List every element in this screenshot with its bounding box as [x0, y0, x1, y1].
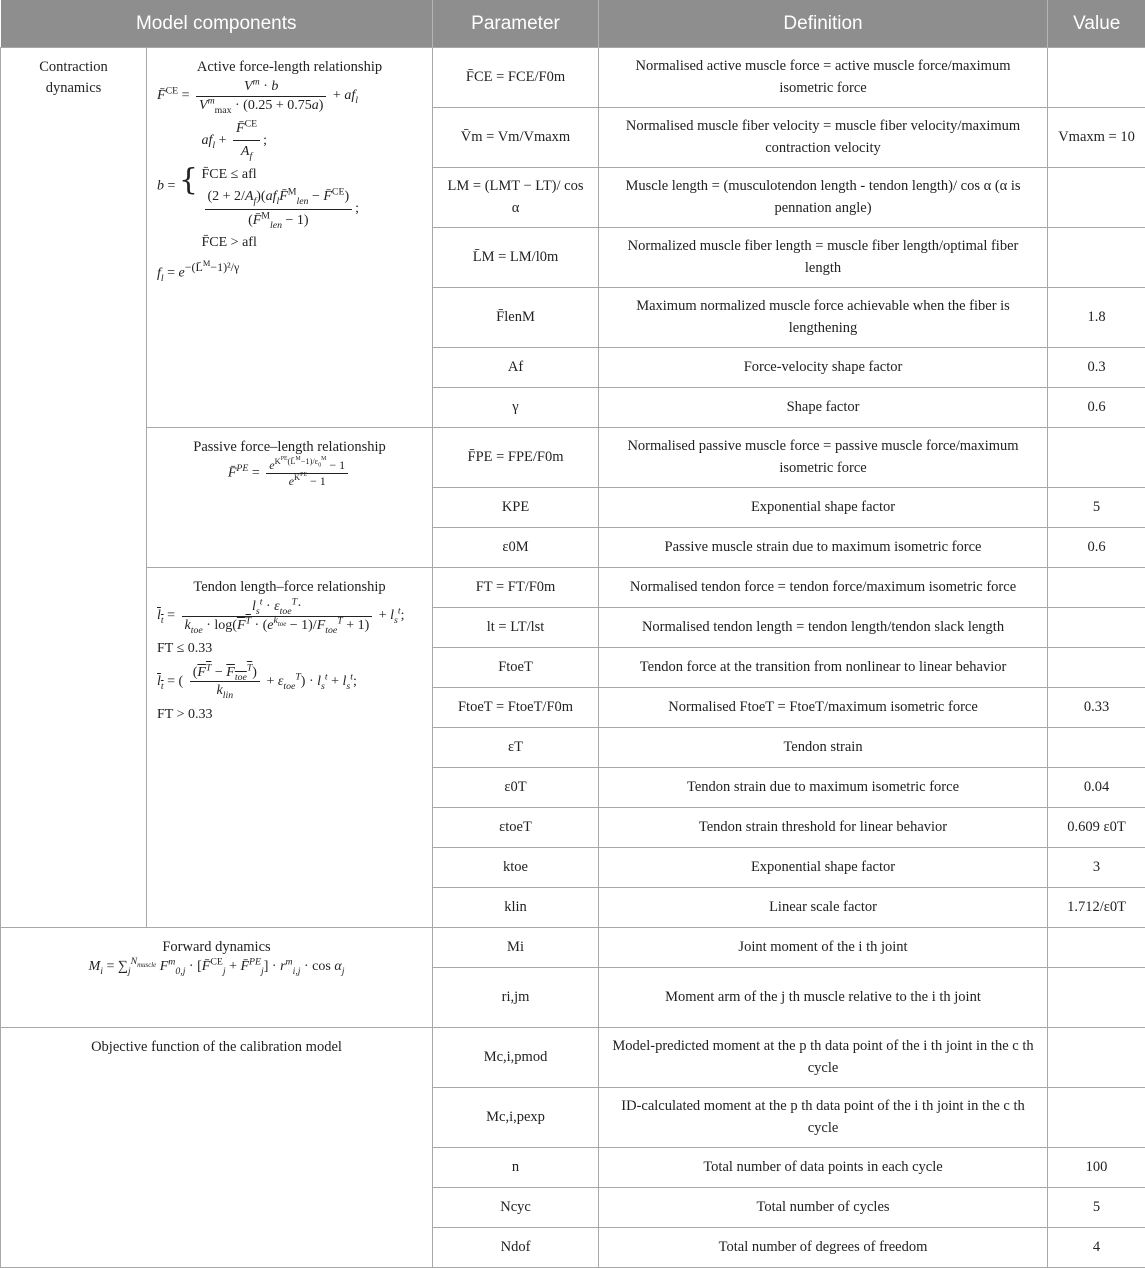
param-cell: ε0M [433, 528, 599, 568]
active-force-length-cell [147, 48, 433, 428]
table-row [1, 1028, 1145, 1088]
value-cell: 5 [1048, 1188, 1145, 1228]
passive-force-length-title: Passive force–length relationship [157, 437, 422, 458]
value-cell [1048, 968, 1145, 1028]
definition-cell: Normalised passive muscle force = passive muscle force/maximum isometric force [599, 428, 1048, 488]
active-force-length-title: Active force-length relationship [157, 57, 422, 78]
definition-cell: Tendon strain threshold for linear behavior [599, 808, 1048, 848]
param-cell: FT = FT/F0m [433, 568, 599, 608]
passive-force-equation: F̄$^{PE}$ = $\frac{e^{K^{PE}(L̄^M-1)/\varepsilon_0^M} - 1}{e^{K^{PE}} - 1}$ [157, 458, 422, 489]
header-parameter: Parameter [433, 0, 599, 48]
value-cell: 0.04 [1048, 768, 1145, 808]
passive-force-length-cell [147, 428, 433, 568]
definition-cell: Passive muscle strain due to maximum isometric force [599, 528, 1048, 568]
value-cell [1048, 1088, 1145, 1148]
cond-fce-gt: F̄CE > afl [202, 232, 360, 254]
definition-cell: Total number of cycles [599, 1188, 1048, 1228]
param-cell: KPE [433, 488, 599, 528]
param-cell: V̄m = Vm/Vmaxm [433, 108, 599, 168]
table-row [1, 48, 1145, 108]
fl-equation: $f_l = e^{-(L̄^M-1)^2/\gamma}$ [157, 264, 422, 282]
param-cell: Ndof [433, 1228, 599, 1268]
param-cell: L̄M = LM/l0m [433, 228, 599, 288]
value-cell: 3 [1048, 848, 1145, 888]
definition-cell: Tendon force at the transition from nonlinear to linear behavior [599, 648, 1048, 688]
param-cell: FtoeT = FtoeT/F0m [433, 688, 599, 728]
param-cell: F̄CE = FCE/F0m [433, 48, 599, 108]
definition-cell: Tendon strain [599, 728, 1048, 768]
value-cell [1048, 608, 1145, 648]
header-row [1, 0, 1145, 48]
value-cell: 0.609 ε0T [1048, 808, 1145, 848]
definition-cell: Normalised muscle fiber velocity = muscle fiber velocity/maximum contraction velocity [599, 108, 1048, 168]
value-cell: 0.33 [1048, 688, 1145, 728]
param-cell: Ncyc [433, 1188, 599, 1228]
b-piecewise-equation: b = { $af_l$ + $\frac{F̄^{CE}}{A_f}$ ; F̄CE ≤ afl $\frac{(2 + 2/A_f)(af_lF̄^M_{len} - F̄^{CE})}{(F̄^M_{len} - 1)}$ ; F̄CE > afl [157, 118, 422, 254]
definition-cell: Maximum normalized muscle force achievable when the fiber is lengthening [599, 288, 1048, 348]
param-cell: Mc,i,pmod [433, 1028, 599, 1088]
definition-cell: Moment arm of the j th muscle relative to the i th joint [599, 968, 1048, 1028]
value-cell [1048, 228, 1145, 288]
value-cell [1048, 48, 1145, 108]
definition-cell: Force-velocity shape factor [599, 348, 1048, 388]
tendon-length-force-title: Tendon length–force relationship [157, 577, 422, 598]
definition-cell: Exponential shape factor [599, 848, 1048, 888]
value-cell [1048, 168, 1145, 228]
param-cell: γ [433, 388, 599, 428]
definition-cell: Normalised tendon length = tendon length/tendon slack length [599, 608, 1048, 648]
definition-cell: Shape factor [599, 388, 1048, 428]
value-cell: 4 [1048, 1228, 1145, 1268]
value-cell: 0.6 [1048, 528, 1145, 568]
definition-cell: Normalised tendon force = tendon force/maximum isometric force [599, 568, 1048, 608]
param-cell: F̄lenM [433, 288, 599, 348]
param-cell: Mc,i,pexp [433, 1088, 599, 1148]
param-cell: klin [433, 888, 599, 928]
definition-cell: Normalized muscle fiber length = muscle fiber length/optimal fiber length [599, 228, 1048, 288]
definition-cell: Model-predicted moment at the p th data point of the i th joint in the c th cycle [599, 1028, 1048, 1088]
cond-ft-gt: FT > 0.33 [157, 706, 422, 724]
objective-function-label: Objective function of the calibration model [1, 1028, 433, 1268]
definition-cell: Exponential shape factor [599, 488, 1048, 528]
value-cell: Vmaxm = 10 [1048, 108, 1145, 168]
value-cell: 0.6 [1048, 388, 1145, 428]
value-cell: 5 [1048, 488, 1145, 528]
param-cell: Mi [433, 928, 599, 968]
param-cell: LM = (LMT − LT)/ cos α [433, 168, 599, 228]
definition-cell: ID-calculated moment at the p th data point of the i th joint in the c th cycle [599, 1088, 1048, 1148]
definition-cell: Total number of degrees of freedom [599, 1228, 1048, 1268]
table-row [1, 568, 1145, 608]
value-cell: 0.3 [1048, 348, 1145, 388]
param-cell: F̄PE = FPE/F0m [433, 428, 599, 488]
param-cell: n [433, 1148, 599, 1188]
param-cell: ε0T [433, 768, 599, 808]
param-cell: Af [433, 348, 599, 388]
value-cell [1048, 648, 1145, 688]
param-cell: εT [433, 728, 599, 768]
definition-cell: Total number of data points in each cycle [599, 1148, 1048, 1188]
definition-cell: Muscle length = (musculotendon length - tendon length)/ cos α (α is pennation angle) [599, 168, 1048, 228]
param-cell: FtoeT [433, 648, 599, 688]
value-cell: 1.712/ε0T [1048, 888, 1145, 928]
definition-cell: Joint moment of the i th joint [599, 928, 1048, 968]
value-cell: 1.8 [1048, 288, 1145, 348]
param-cell: lt = LT/lst [433, 608, 599, 648]
tendon-length-equation-1: $l_t$ = $\frac{l_s^t \cdot \varepsilon_{toe}^T\cdot}{k_{toe} \cdot \log(F^T \cdot (e^{k_{toe}} - 1)/F_{toe}^T + 1)}$ + $l_s^t$; [157, 598, 422, 634]
contraction-dynamics-label: Contraction dynamics [1, 48, 147, 928]
value-cell [1048, 568, 1145, 608]
tendon-length-equation-2: $l_t$ = ( $\frac{(F^T - F_{toe}^T)}{k_{lin}}$ + $\varepsilon_{toe}^T) \cdot l_s^t + l_s^t$; [157, 664, 422, 700]
param-cell: ri,jm [433, 968, 599, 1028]
forward-dynamics-title: Forward dynamics [11, 937, 422, 958]
value-cell: 100 [1048, 1148, 1145, 1188]
active-force-equation: F̄$^{CE}$ = $\frac{V^m \cdot b}{V^m_{max} \cdot (0.25 + 0.75a)}$ + $af_l$ [157, 78, 422, 114]
table-row [1, 928, 1145, 968]
header-model-components: Model components [1, 0, 433, 48]
value-cell [1048, 1028, 1145, 1088]
definition-cell: Normalised FtoeT = FtoeT/maximum isometric force [599, 688, 1048, 728]
value-cell [1048, 728, 1145, 768]
forward-dynamics-equation: $M_i = \sum_j^{N_{muscle}}$ $F^m_{0,j}$ · [F̄$^{CE}_j$ + F̄$^{PE}_j$] · $r^m_{i,j} \cdot \cos \alpha_j$ [11, 958, 422, 976]
header-definition: Definition [599, 0, 1048, 48]
definition-cell: Linear scale factor [599, 888, 1048, 928]
definition-cell: Tendon strain due to maximum isometric force [599, 768, 1048, 808]
tendon-length-force-cell [147, 568, 433, 928]
value-cell [1048, 428, 1145, 488]
definition-cell: Normalised active muscle force = active muscle force/maximum isometric force [599, 48, 1048, 108]
param-cell: ktoe [433, 848, 599, 888]
value-cell [1048, 928, 1145, 968]
cond-fce-le: F̄CE ≤ afl [202, 164, 360, 186]
cond-ft-le: FT ≤ 0.33 [157, 640, 422, 658]
param-cell: εtoeT [433, 808, 599, 848]
forward-dynamics-cell [1, 928, 433, 1028]
header-value: Value [1048, 0, 1145, 48]
table-row [1, 428, 1145, 488]
